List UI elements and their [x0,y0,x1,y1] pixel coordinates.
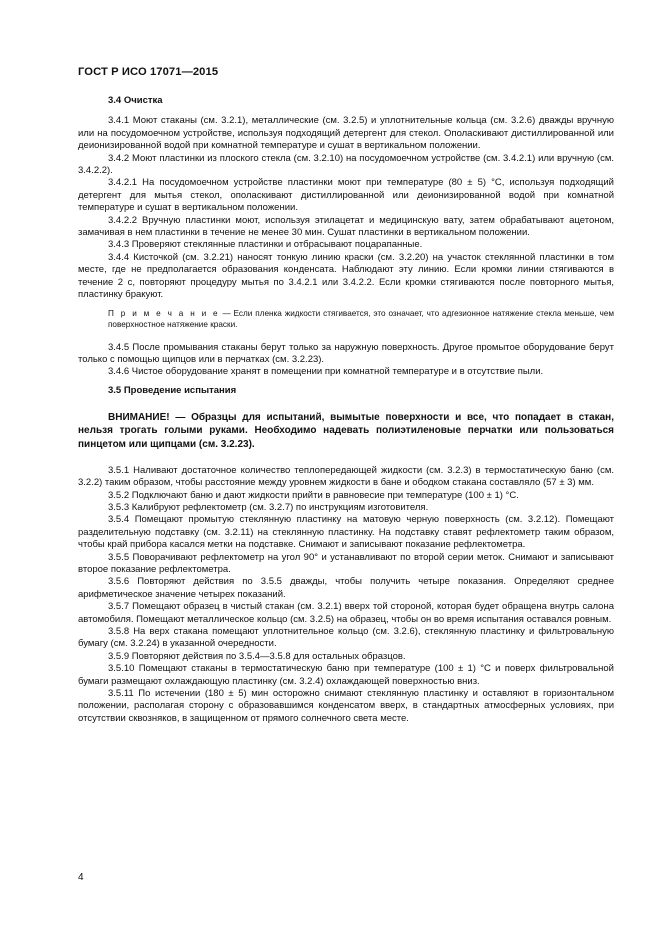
paragraph-3-5-1: 3.5.1 Наливают достаточное количество теплопередающей жидкости (см. 3.2.3) в термостатическую баню (см. 3.2.2) таким образом, чтобы расстояние между уровнем жидкости в бане и ободком стакана составляло (57 ± 3) мм. [78,464,614,489]
section-title-3-5: 3.5 Проведение испытания [108,384,237,396]
paragraph-3-4-5: 3.4.5 После промывания стаканы берут только за наружную поверхность. Другое промытое оборудование берут только с помощью щипцов или в перчатках (см. 3.2.23). [78,341,614,365]
paragraph-3-5-9: 3.5.9 Повторяют действия по 3.5.4—3.5.8 для остальных образцов. [108,650,406,662]
paragraph-3-4-2-1: 3.4.2.1 На посудомоечном устройстве пластинки моют при температуре (80 ± 5) °С, используя подходящий детергент для мытья стекол, ополаскивают дистиллированной или деионизированной водой при комнатной температуре и сушат в вертикальном положении. [78,177,614,214]
paragraph-3-4-1: 3.4.1 Моют стаканы (см. 3.2.1), металлические (см. 3.2.5) и уплотнительные кольца (см. 3.2.6) дважды вручную или на посудомоечном устройстве, используя подходящий детергент для стекол. Ополаскивают дистиллированной или деионизированной водой при комнатной температуре и сушат в вертикальном положении. [78,115,614,152]
paragraph-3-4-4: 3.4.4 Кисточкой (см. 3.2.21) наносят тонкую линию краски (см. 3.2.20) на участок стеклянной пластинки в том месте, где не предполагается образования конденсата. Наблюдают эту линию. Если кромки линии стягиваются в течение 2 с, повторяют процедуру мытья по 3.4.2.1 или 3.4.2.2. Если кромки стягиваются после повторного мытья, пластинку бракуют. [78,251,614,301]
paragraph-3-5-10: 3.5.10 Помещают стаканы в термостатическую баню при температуре (100 ± 1) °С и поверх фильтровальной бумаги размещают охлаждающую пластинку (см. 3.2.4) охлаждающей поверхностью вниз. [78,663,614,687]
note-label: П р и м е ч а н и е [108,308,220,318]
note [78,308,614,330]
paragraph-3-4-2-2: 3.4.2.2 Вручную пластинки моют, используя этилацетат и медицинскую вату, затем обрабатывают ацетоном, замачивая в нем пластинки в течение не менее 30 мин. Сушат пластинки в вертикальном положении. [78,214,614,239]
paragraph-3-5-8: 3.5.8 На верх стакана помещают уплотнительное кольцо (см. 3.2.6), стеклянную пластинку и фильтровальную бумагу (см. 3.2.24) в указанной очередности. [78,626,614,650]
page-content [78,89,614,725]
paragraph-3-5-7: 3.5.7 Помещают образец в чистый стакан (см. 3.2.1) вверх той стороной, которая будет обращена внутрь салона автомобиля. Помещают металлическое кольцо (см. 3.2.5) на образец, чтобы он во время испытания оставался ровным. [78,601,614,625]
paragraph-3-4-6: 3.4.6 Чистое оборудование хранят в помещении при комнатной температуре и в отсутствие пыли. [108,366,544,378]
paragraph-3-4-3: 3.4.3 Проверяют стеклянные пластинки и отбрасывают поцарапанные. [108,239,423,251]
warning-text: ВНИМАНИЕ! — Образцы для испытаний, вымытые поверхности и все, что попадает в стакан, нельзя трогать голыми руками. Необходимо надевать полиэтиленовые перчатки или пользоваться пинцетом или щипцами (см. 3.2.23). [78,412,614,450]
note-text: — Если пленка жидкости стягивается, это означает, что адгезионное натяжение стекла меньше, чем поверхностное натяжение краски. [108,308,614,329]
paragraph-3-5-4: 3.5.4 Помещают промытую стеклянную пластинку на матовую черную поверхность (см. 3.2.12). Помещают разделительную подставку (см. 3.2.11) на стеклянную пластинку. На подставку ставят рефлектометр таким образом, чтобы край прибора касался метки на подставке. Снимают и записывают показание рефлектометра. [78,514,614,551]
paragraph-3-5-2: 3.5.2 Подключают баню и дают жидкости прийти в равновесие при температуре (100 ± 1) °С. [108,489,519,501]
paragraph-3-4-2: 3.4.2 Моют пластинки из плоского стекла (см. 3.2.10) на посудомоечном устройстве (см. 3.4.2.1) или вручную (см. 3.4.2.2). [78,152,614,177]
page-number: 4 [78,872,84,883]
warning-block [78,411,614,451]
paragraph-3-5-6: 3.5.6 Повторяют действия по 3.5.5 дважды, чтобы получить четыре показания. Определяют среднее арифметическое значение четырех показаний. [78,576,614,600]
section-title-3-4: 3.4 Очистка [108,95,163,106]
paragraph-3-5-3: 3.5.3 Калибруют рефлектометр (см. 3.2.7) по инструкциям изготовителя. [108,501,429,513]
page-header: ГОСТ Р ИСО 17071—2015 [78,66,219,78]
paragraph-3-5-11: 3.5.11 По истечении (180 ± 5) мин осторожно снимают стеклянную пластинку и оставляют в горизонтальном положении, располагая сторону с образовавшимся конденсатом вверх, в стандартных атмосферных условиях, при отсутствии сквозняков, в защищенном от прямого солнечного света месте. [78,688,614,724]
paragraph-3-5-5: 3.5.5 Поворачивают рефлектометр на угол 90° и устанавливают по второй серии меток. Снимают и записывают второе показание рефлектометра. [78,551,614,575]
